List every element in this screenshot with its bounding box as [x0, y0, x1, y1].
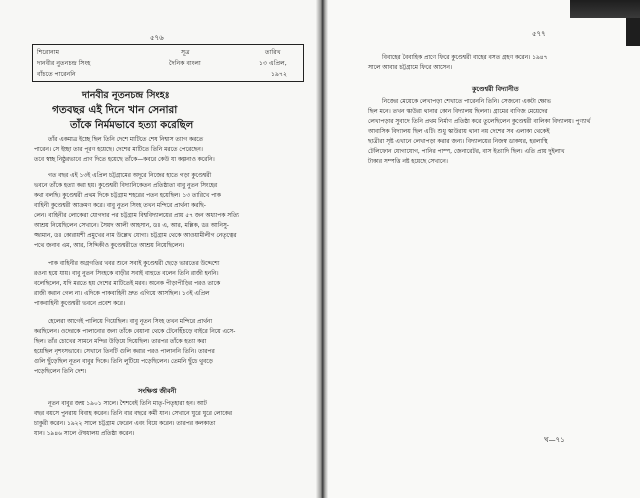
school-line: ছিল মনে। তখন স্কাউরা থানার কোন বিদ্যালয় ছিলনা। গ্রামের বাণিজ মেয়েদের	[368, 109, 548, 115]
school-line: নিজের মেয়েকে লেখাপড়া শেখাতে পারেননি তিনি। সেজন্যে একটা ক্ষোভ	[382, 99, 551, 105]
school-line: লেখাপড়ার সুবাদে তিনি প্রথম নির্মাণ প্রতিষ্ঠা করে তুলেছিলেন কুণ্ডেশ্বরী বালিকা বিদ্যালয়। পুণ্যার্থ	[368, 119, 591, 125]
right-page-number: ৫৭৭	[532, 30, 546, 38]
article-line: রওনা হয়ে যায়। বাবু নুতন সিংহকে বাড়ীর সবাই বাহুতে বলেন তিনি রাজী হননি।	[34, 271, 219, 277]
school-line: আবাসিক বিদ্যালয় ছিল এটি। শুধু স্কাউরায় থানা নয় দেশের সব এলাকা থেকেই	[368, 129, 550, 135]
school-line: টাকার সম্পত্তি নষ্ট হয়েছে সেখানে।	[368, 159, 448, 165]
article-line: লেন। বাহিনীর লোকেরা যোগদার পর চট্টগ্রাম বিশ্ববিদ্যালয়ের প্রায় ৫৭ জন অধ্যাপক সত্যি	[34, 213, 239, 219]
bio-line: নূতন বাবুর জন্ম ১৯০১ সালে। শৈশবেই তিনি মাতৃ-পিতৃহারা হন। আট	[48, 401, 207, 407]
article-line: করছিলেন। ওদেরকে পালানোর জন্য তাঁকে বেয়ানা থেকে টেনেহিঁচড়ে বাইরে নিয়ে এসে-	[34, 329, 236, 335]
headline-line-3: তাঁকে নির্মমভাবে হত্যা করেছিল	[70, 120, 194, 131]
article-line: বাহিনী কুণ্ডেশ্বরী আক্রমণ করে। বাবু নুতন সিংহ তখন মন্দিরে প্রার্থনা করছি-	[34, 203, 206, 209]
book-gutter	[316, 0, 328, 498]
article-line: পারেন। সে ইচ্ছা তার পূরণ হয়েছে। দেশের মাটিতে তিনি মরতে পেরেছেন।	[34, 147, 203, 153]
scan-shadow-edge	[626, 18, 640, 46]
school-section-heading: কুণ্ডেশ্বরী বিদ্যানীত	[472, 85, 519, 93]
article-line: রাজী করান গেল না। এদিকে পাকবাহিনী দ্রুত এগিয়ে আসছিল। ১৩ই এপ্রিল	[34, 291, 210, 297]
footer-signature-number: খ—৭১	[544, 436, 565, 444]
article-line: তবে স্বচ্ছ নিষ্ঠুরভাবে প্রাণ দিতে হয়েছে তাঁকে—কবরে কেউ যা কল্পনাও করেনি।	[34, 157, 215, 163]
headline-line-1: দানবীর নূতনচন্দ্র সিংহঃ	[82, 90, 170, 101]
intro-line: সালে আবার চট্টগ্রামে ফিরে আসেন।	[368, 65, 452, 71]
school-line: টেলিফোন যোগাযোগ, পানির পাম্প, জেনারেটর, বাস ইত্যাদি ছিল। এতি প্রায় দুইলাখ	[368, 149, 565, 155]
scan-shadow-corner	[570, 0, 640, 18]
article-line: পাক বাহিনীর অগ্রগতির খবর শুনে সবাই কুণ্ডেশ্বরী ছেড়ে ভারতের উদ্দেশ্যে	[48, 261, 220, 267]
intro-line: বিবাহের বৈবাহিক প্রাণে ফিরে কুণ্ডেশ্বরী বাহের বসত গ্রহণ করেন। ১৯৪৭	[382, 55, 548, 61]
article-line: হেলেরা আগেই পালিয়ে গিয়েছিল। বাবু নূতন সিংহ তখন মন্দিরে প্রার্থনা	[48, 319, 213, 325]
left-page-number: ৫৭৬	[150, 34, 164, 42]
article-line: তাঁর একমাত্র ইচ্ছে ছিল তিনি দেশে মাটিতে শেষ নিশ্বাস ত্যাগ করতে	[48, 137, 204, 143]
headline-line-2: গতবছর এই দিনে খান সেনারা	[52, 104, 178, 116]
header-source-value: দৈনিক বাংলা	[169, 60, 201, 67]
header-label-source: সূত্র	[181, 49, 190, 56]
article-line: আশ্রয় নিয়েছিলেন সেখানে। সৈয়দ আলী আহসান, ডঃ এ, আর, মল্লিক, ডঃ আনিসু-	[34, 223, 229, 229]
bio-line: চাকুরী করেন। ১৯২২ সালে চট্টগ্রাম ফেরেন এবং বিয়ে করেন। তারপর কলকাতা	[34, 421, 216, 427]
article-line: পড়েছিলেন তিনি দেশ।	[34, 369, 87, 375]
header-date-value: ১৩ এপ্রিল,	[259, 60, 287, 67]
header-label-title: শিরোনাম	[37, 49, 60, 56]
article-line: বলেছিলেন, যদি মরতে হয় দেশের মাটিতেই মরব। অনেক পীড়াপীড়ির পরও তাকে	[34, 281, 221, 287]
article-line: পাকবাহিনী কুণ্ডেশ্বরী ভবনে প্রবেশ করে।	[34, 301, 125, 307]
article-line: গত বছর এই ১৩ই এপ্রিল চট্টগ্রামের অদূরে নিজের হাতে গড়া কুণ্ডেশ্বরী	[48, 173, 212, 179]
right-page	[322, 0, 640, 498]
header-title-line-1: দানবীর নুতনচন্দ্র সিংহ	[37, 60, 91, 67]
article-line: কথা বলছি। কুণ্ডেশ্বরী প্রথম দিকে চট্টগ্রাম শহরের পতন হয়েছিল। ১৩ তারিখে পাক	[34, 193, 221, 199]
article-line: হয়েছিল নৃশংসভাবে। সেখানে তিনটি গুলি করার পরও পালাননি তিনি। তারপর	[34, 349, 215, 355]
bio-line: বছর বয়সে পুনরায় বিবাহ করেন। তিনি বার বছরে কর্মী যান। সেখানে ঘুরে ঘুরে লোকের	[34, 411, 233, 417]
header-label-date: তারিখ	[265, 49, 281, 56]
article-line: ভবনে তাঁকে হত্যা করা হয়। কুণ্ডেশ্বরী বিদ্যানিকেতন প্রতিষ্ঠাতা বাবু নুতন সিংহের	[34, 183, 218, 189]
source-info-table	[32, 44, 304, 82]
article-line: জ্জামান, ডঃ কোরায়শী প্রমুখের নাম উল্লেখ যোগ্য। চট্টগ্রাম থেকে আওয়ামীলীগ নেতৃত্বের	[34, 233, 237, 239]
bio-line: যান। ১৯৪৬ সালে ঔষধালয় প্রতিষ্ঠা করেন।	[34, 431, 135, 437]
header-year-value: ১৯৭২	[271, 71, 288, 78]
school-line: ছাত্রীরা সৃষ্ট এখানে লেখাপড়া করার জন্য। বিদ্যালয়ের নিজস্ব ডাকঘর, হরলাস্থি	[368, 139, 548, 145]
header-title-line-2: বাঁচতে পারেননি	[37, 71, 76, 78]
article-line: গুলি ছুঁড়েছিল নূতন বাবুর দিকে। তিনি লুটিয়ে পড়েছিলেন। তেমনি ছুঁচে থুবড়ে	[34, 359, 213, 365]
bio-heading: সংক্ষিপ্ত জীবনী	[138, 387, 177, 395]
article-line: পথে জনাব এম, আর, সিদ্দিকীও কুণ্ডেশ্বরীতে আশ্রয় নিয়েছিলেন।	[34, 243, 185, 249]
article-line: ছিল। তাঁর চোখের সামনে মন্দির উড়িয়ে দিয়েছিল। তারপর তাঁকে হত্যা করা	[34, 339, 207, 345]
